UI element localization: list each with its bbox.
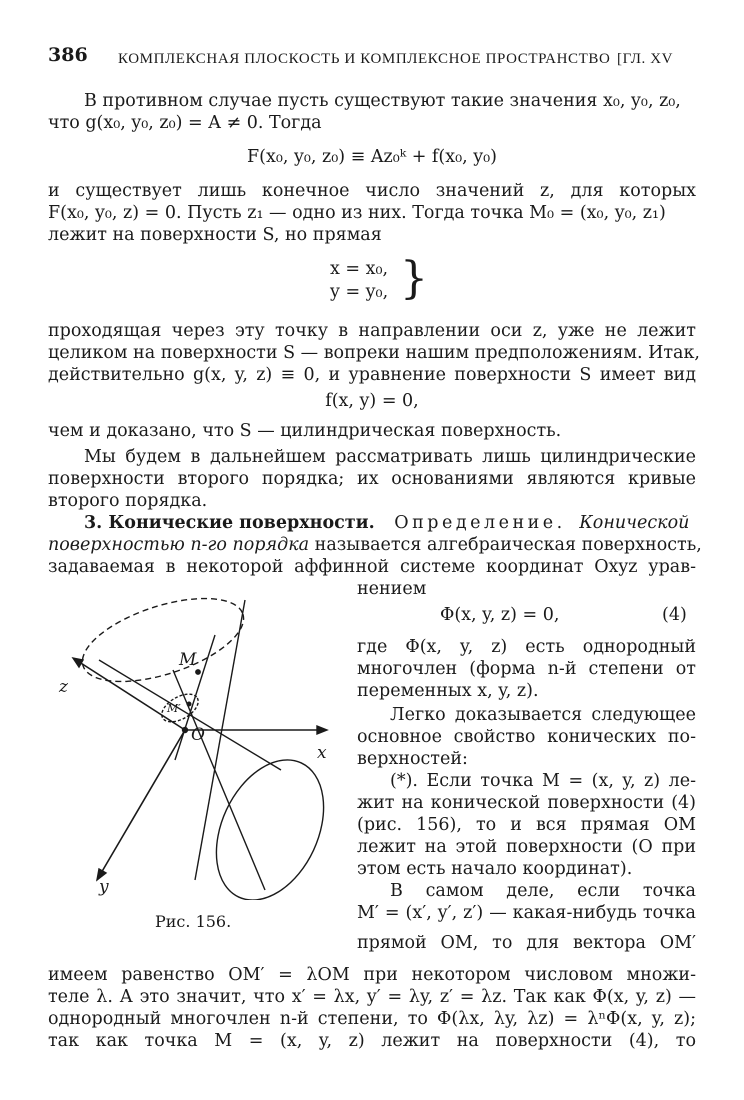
chapter-label: [ГЛ. XV [617, 51, 674, 67]
x-axis-arrow [317, 726, 327, 734]
text-line: проходящая через эту точку в направлении оси z, уже не лежит [48, 321, 696, 341]
text-line: где Φ(x, y, z) есть однородный [357, 637, 696, 657]
y-axis [97, 730, 185, 880]
text-line: теле λ. А это значит, что x′ = λx, y′ = λy, z′ = λz. Так как Φ(x, y, z) — [48, 987, 696, 1007]
text-line: многочлен (форма n-й степени от [357, 659, 696, 679]
text-line: так как точка M = (x, y, z) лежит на поверхности (4), то [48, 1031, 696, 1051]
text-line: что g(x₀, y₀, z₀) = A ≠ 0. Тогда [48, 113, 322, 133]
text-line: чем и доказано, что S — цилиндрическая поверхность. [48, 421, 562, 441]
system-brace: } [400, 253, 428, 304]
text-line [48, 534, 702, 556]
definition-label: Определение. [394, 513, 566, 533]
text-line: лежит на поверхности S, но прямая [48, 225, 382, 245]
point-M [196, 670, 200, 674]
text-line: (рис. 156), то и вся прямая OM [357, 815, 696, 835]
text-line: задаваемая в некоторой аффинной системе координат Oxyz урав- [48, 557, 696, 577]
text-line: жит на конической поверхности (4) [357, 793, 696, 813]
text-line: однородный многочлен n-й степени, то Φ(λx, λy, λz) = λⁿΦ(x, y, z); [48, 1009, 696, 1029]
lower-cone-ellipse [195, 743, 345, 900]
z-axis [73, 658, 185, 730]
equation: f(x, y) = 0, [325, 391, 419, 411]
section-heading: 3. Конические поверхности. [84, 513, 375, 533]
text-line: прямой OM, то для вектора OM′ [357, 933, 696, 953]
page-number: 386 [48, 44, 88, 66]
text-line: лежит на этой поверхности (O при [357, 837, 696, 857]
text-line: целиком на поверхности S — вопреки нашим предположениям. Итак, [48, 343, 700, 363]
text-line: второго порядка. [48, 491, 208, 511]
label-x: x [317, 743, 327, 763]
text-line: переменных x, y, z). [357, 681, 539, 701]
label-M: M [179, 650, 197, 670]
label-Mprime: M′ [167, 702, 181, 715]
figure-caption: Рис. 156. [155, 912, 232, 931]
point-O [183, 728, 188, 733]
system-line-1: x = x₀, [330, 259, 389, 279]
label-y: y [99, 877, 109, 897]
label-O: O [191, 725, 205, 745]
text-line: Легко доказывается следующее [390, 705, 696, 725]
text-line: этом есть начало координат). [357, 859, 633, 879]
upper-cone-ellipse [73, 590, 254, 698]
text-line: действительно g(x, y, z) ≡ 0, и уравнение поверхности S имеет вид [48, 365, 696, 385]
definition-term: Конической [579, 513, 690, 533]
text-line: верхностей: [357, 749, 468, 769]
equation-number: (4) [662, 605, 687, 625]
text-line: Мы будем в дальнейшем рассматривать лишь цилиндрические [84, 447, 696, 467]
text-line: В самом деле, если точка [390, 881, 696, 901]
label-z: z [59, 677, 68, 697]
text-line: поверхности второго порядка; их основаниями являются кривые [48, 469, 696, 489]
z-axis-arrow [73, 658, 83, 667]
running-title: КОМПЛЕКСНАЯ ПЛОСКОСТЬ И КОМПЛЕКСНОЕ ПРОСТРАНСТВО [118, 51, 611, 67]
point-Mprime [187, 702, 191, 706]
text-line: нением [357, 579, 427, 599]
text-line: В противном случае пусть существуют такие значения x₀, y₀, z₀, [84, 91, 681, 111]
text-line: основное свойство конических по- [357, 727, 696, 747]
definition-rest: называется алгебраическая поверхность, [314, 535, 702, 555]
text-line: имеем равенство OM′ = λOM при некотором числовом множи- [48, 965, 696, 985]
text-line: M′ = (x′, y′, z′) — какая-нибудь точка [357, 903, 696, 923]
section-heading-line [84, 512, 696, 534]
equation: F(x₀, y₀, z₀) ≡ Az₀ᵏ + f(x₀, y₀) [247, 147, 497, 167]
text-line: (*). Если точка M = (x, y, z) ле- [390, 771, 696, 791]
definition-term-cont: поверхностью n-го порядка [48, 535, 310, 555]
system-line-2: y = y₀, [330, 282, 389, 302]
equation: Φ(x, y, z) = 0, [440, 605, 560, 625]
cone-figure [55, 590, 355, 900]
text-line: F(x₀, y₀, z) = 0. Пусть z₁ — одно из них. Тогда точка M₀ = (x₀, y₀, z₁) [48, 203, 666, 223]
text-line: и существует лишь конечное число значений z, для которых [48, 181, 696, 201]
